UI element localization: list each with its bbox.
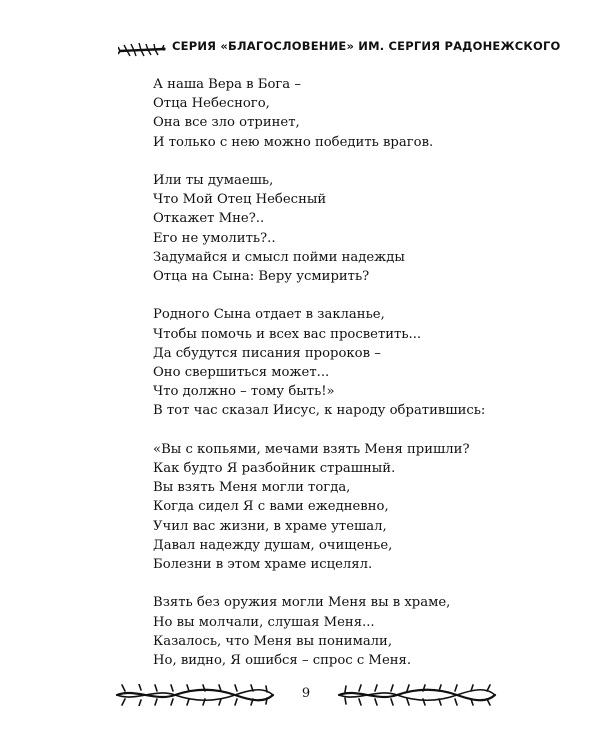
thorn-vine-icon — [337, 684, 497, 706]
thorn-branch-icon — [118, 38, 166, 60]
poem-line: Когда сидел Я с вами ежедневно, — [153, 499, 389, 515]
stanza — [153, 171, 573, 286]
poem-line: Отца Небесного, — [153, 96, 270, 112]
poem-line: Откажет Мне?.. — [153, 211, 265, 227]
poem-line: «Вы с копьями, мечами взять Меня пришли? — [153, 441, 470, 457]
poem-line: Чтобы помочь и всех вас просветить... — [153, 326, 422, 342]
poem-line: Но вы молчали, слушая Меня... — [153, 614, 375, 630]
poem-line: В тот час сказал Иисус, к народу обратившись: — [153, 403, 486, 419]
poem-line: Его не умолить?.. — [153, 230, 276, 246]
page-number: 9 — [301, 686, 311, 701]
poem-line: Или ты думаешь, — [153, 173, 274, 188]
poem-line: Она все зло отринет, — [153, 115, 300, 131]
poem-line: Взять без оружия могли Меня вы в храме, — [153, 595, 451, 611]
poem-line: Давал надежду душам, очищенье, — [153, 537, 393, 553]
poem-line: Как будто Я разбойник страшный. — [153, 461, 396, 477]
poem-line: Вы взять Меня могли тогда, — [153, 480, 351, 496]
poem-line: Казалось, что Меня вы понимали, — [153, 633, 393, 649]
poem-line: Родного Сына отдает в закланье, — [153, 307, 385, 323]
poem-line: А наша Вера в Бога – — [153, 77, 301, 92]
poem-line: Что Мой Отец Небесный — [153, 192, 327, 208]
stanza — [153, 593, 573, 670]
poem-line: Что должно – тому быть!» — [153, 384, 335, 400]
poem-line: Отца на Сына: Веру усмирить? — [153, 269, 370, 285]
poem-line: Но, видно, Я ошибся – спрос с Меня. — [153, 653, 412, 669]
poem-line: Оно свершиться может... — [153, 365, 330, 381]
poem-line: Задумайся и смысл пойми надежды — [153, 249, 405, 265]
poem-line: Да сбудутся писания пророков – — [153, 345, 381, 361]
thorn-vine-icon — [115, 684, 275, 706]
series-title: СЕРИЯ «БЛАГОСЛОВЕНИЕ» ИМ. СЕРГИЯ РАДОНЕЖСКОГО — [172, 39, 561, 53]
page-footer — [115, 680, 503, 710]
stanza — [153, 75, 573, 152]
stanza — [153, 305, 573, 420]
running-header — [118, 36, 561, 62]
poem-line: Болезни в этом храме исцелял. — [153, 557, 373, 573]
stanza — [153, 440, 573, 574]
poem-line: И только с нею можно победить врагов. — [153, 134, 434, 150]
poem-body — [153, 75, 573, 670]
poem-line: Учил вас жизни, в храме утешал, — [153, 518, 387, 534]
